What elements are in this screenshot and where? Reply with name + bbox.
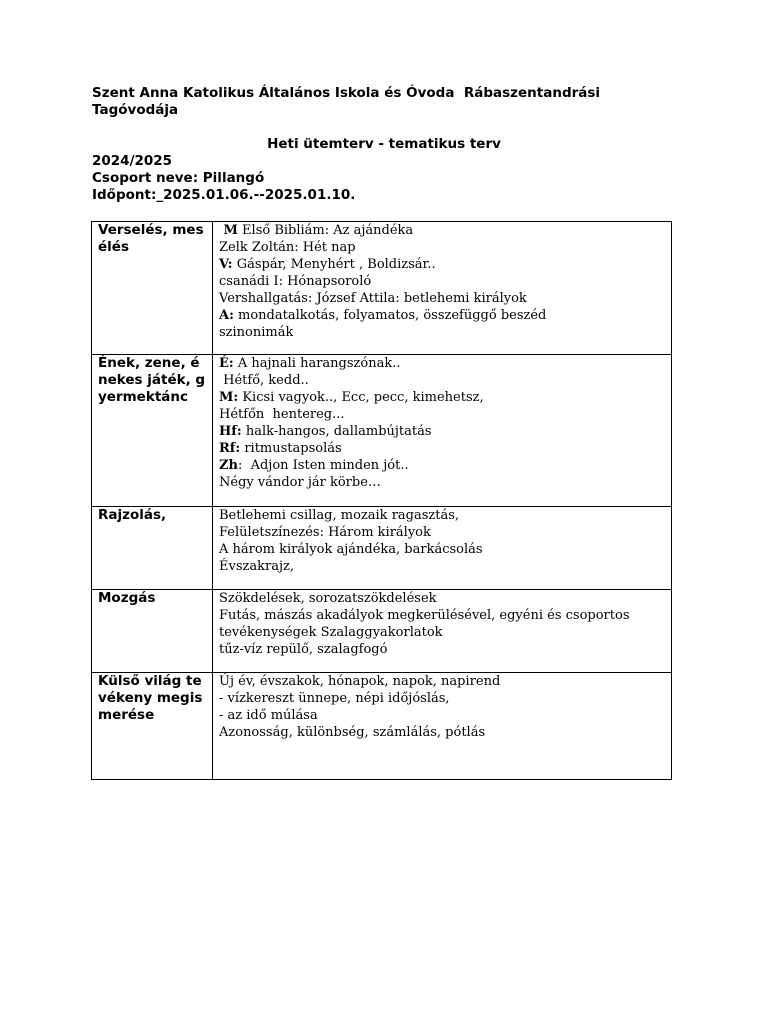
content-line: [219, 372, 667, 389]
content-line-text: Kicsi vagyok.., Ecc, pecc, kimehetsz,: [238, 390, 484, 405]
date-range: Időpont:_2025.01.06.--2025.01.10.: [92, 187, 356, 203]
content-line: [219, 355, 667, 372]
content-line-text: Gáspár, Menyhért , Boldizsár..: [232, 257, 436, 272]
content-line-text: Felületszínezés: Három királyok: [219, 525, 431, 540]
content-line: [219, 457, 667, 474]
content-line: [219, 673, 667, 690]
content-line: [219, 423, 667, 440]
content-line-text: Zelk Zoltán: Hét nap: [219, 240, 356, 255]
table-row: [92, 355, 672, 507]
content-line-text: tűz-víz repülő, szalagfogó: [219, 642, 388, 657]
plan-table-body: [92, 222, 672, 780]
content-line-text: Azonosság, különbség, számlálás, pótlás: [219, 725, 486, 740]
content-line: [219, 524, 667, 541]
content-line-text: halk-hangos, dallambújtatás: [241, 424, 432, 439]
content-line-text: mondatalkotás, folyamatos, összefüggő beszéd: [233, 308, 547, 323]
content-line-prefix: Hf:: [219, 424, 242, 439]
table-row: [92, 507, 672, 590]
activity-label: Verselés, mesélés: [92, 222, 213, 355]
content-line: [219, 389, 667, 406]
content-line-text: tevékenységek Szalaggyakorlatok: [219, 625, 443, 640]
content-line: [219, 307, 667, 324]
content-line-text: Futás, mászás akadályok megkerülésével, egyéni és csoportos: [219, 608, 630, 623]
content-line: [219, 474, 667, 491]
activity-content: [213, 673, 672, 780]
school-year: 2024/2025: [92, 153, 173, 169]
content-line-text: A három királyok ajándéka, barkácsolás: [219, 542, 483, 557]
activity-label: Ének, zene, énekes játék, gyermektánc: [92, 355, 213, 507]
content-line-text: csanádi I: Hónapsoroló: [219, 274, 372, 289]
group-name: Csoport neve: Pillangó: [92, 170, 265, 186]
plan-title: Heti ütemterv - tematikus terv: [267, 136, 501, 152]
content-line: [219, 558, 667, 575]
activity-content: [213, 355, 672, 507]
content-line-text: - vízkereszt ünnepe, népi időjóslás,: [219, 691, 450, 706]
content-line-prefix: V:: [219, 257, 233, 272]
weekly-plan-table: [91, 221, 672, 780]
content-line-text: ritmustapsolás: [240, 441, 342, 456]
content-line: [219, 324, 667, 341]
table-row: [92, 222, 672, 355]
content-line-text: Első Bibliám: Az ajándéka: [237, 223, 414, 238]
content-line: [219, 440, 667, 457]
content-line: [219, 256, 667, 273]
content-line: [219, 290, 667, 307]
content-line: [219, 641, 667, 658]
content-line: [219, 239, 667, 256]
table-row: [92, 673, 672, 780]
content-line-prefix: Zh: [219, 458, 238, 473]
activity-content: [213, 590, 672, 673]
content-line-prefix: M:: [219, 390, 239, 405]
content-line-text: - az idő múlása: [219, 708, 318, 723]
content-line-text: Betlehemi csillag, mozaik ragasztás,: [219, 508, 460, 523]
content-line-text: Hétfő, kedd..: [219, 373, 309, 388]
content-line: [219, 507, 667, 524]
content-line-prefix: A:: [219, 308, 234, 323]
content-line-text: Négy vándor jár körbe…: [219, 475, 381, 490]
content-line: [219, 222, 667, 239]
table-row: [92, 590, 672, 673]
content-line-text: Évszakrajz,: [219, 559, 294, 574]
content-line: [219, 607, 667, 624]
school-title: Szent Anna Katolikus Általános Iskola és Óvoda Rábaszentandrási Tagóvodája: [92, 85, 605, 118]
content-line-text: Szökdelések, sorozatszökdelések: [219, 591, 437, 606]
activity-content: [213, 222, 672, 355]
content-line-prefix: É:: [219, 356, 234, 371]
content-line: [219, 724, 667, 741]
content-line-prefix: M: [219, 223, 238, 238]
activity-label: Rajzolás,: [92, 507, 213, 590]
content-line: [219, 690, 667, 707]
content-line: [219, 406, 667, 423]
content-line: [219, 273, 667, 290]
content-line-text: szinonimák: [219, 325, 294, 340]
content-line-text: : Adjon Isten minden jót..: [237, 458, 409, 473]
content-line: [219, 541, 667, 558]
content-line: [219, 624, 667, 641]
content-line: [219, 590, 667, 607]
content-line-text: Új év, évszakok, hónapok, napok, napirend: [219, 674, 501, 689]
content-line: [219, 707, 667, 724]
content-line-text: A hajnali harangszónak..: [233, 356, 401, 371]
activity-content: [213, 507, 672, 590]
activity-label: Mozgás: [92, 590, 213, 673]
activity-label: Külső világ tevékeny megismerése: [92, 673, 213, 780]
content-line-text: Vershallgatás: József Attila: betlehemi királyok: [219, 291, 527, 306]
content-line-prefix: Rf:: [219, 441, 241, 456]
content-line-text: Hétfőn hentereg...: [219, 407, 345, 422]
